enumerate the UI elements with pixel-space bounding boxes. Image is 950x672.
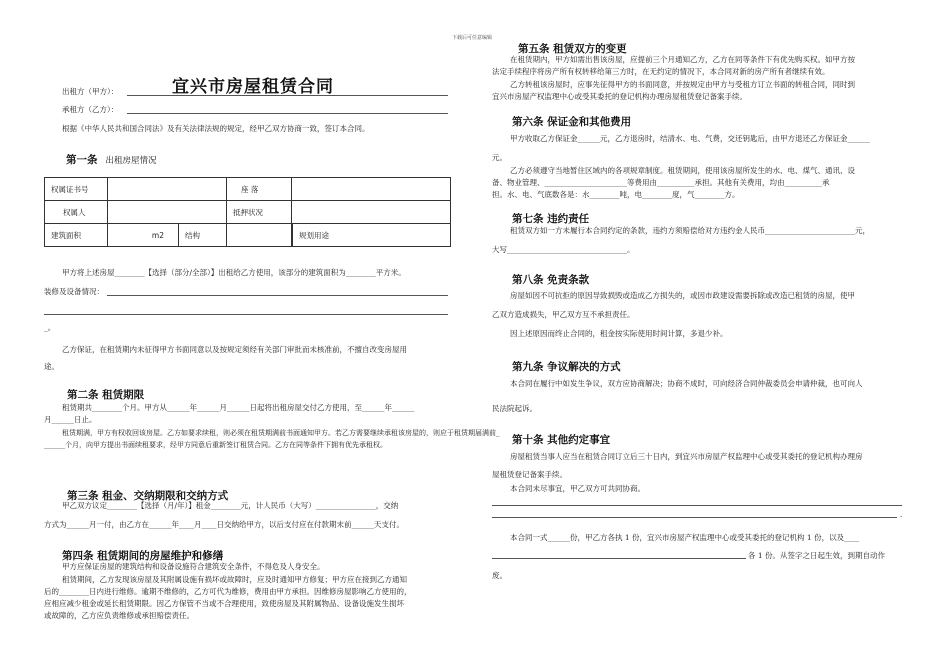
cert-no-label: 权属证书号 bbox=[45, 178, 108, 201]
lessee-label: 承租方（乙方）： bbox=[62, 105, 119, 114]
lessee-line bbox=[127, 113, 448, 114]
article-4-para-2b: 后的________日内进行维修。逾期不维修的，乙方可代为维修，费用由甲方承担。因维修房屋影响乙方使用的， bbox=[44, 587, 412, 596]
article-10-heading: 第十条 其他约定事宜 bbox=[512, 434, 611, 446]
article-3-para-1a: 甲乙双方议定________【选择（月/年）】租金________元，计人民币（大写）________________，交纳 bbox=[62, 501, 399, 510]
article-6-para-2a: 乙方必须遵守当地暂住区域内的各项规章制度。租赁期间，使用该房屋所发生的水、电、煤气、通讯、设 bbox=[510, 166, 855, 175]
article-8-para-1b: 乙双方造成损失，甲乙双方互不承担责任。 bbox=[492, 310, 635, 319]
structure-label: 结构 bbox=[185, 230, 200, 240]
article-2-para-2a: 租赁期满，甲方有权收回该房屋。乙方如要求续租，则必须在租赁期满前书面通知甲方。若乙方需要继续承租该房屋的，则应于租赁期届满前_ bbox=[62, 429, 500, 437]
article-1-subtitle: 出租房屋情况 bbox=[105, 156, 157, 166]
article-7-para-1a: 租赁双方如一方未履行本合同约定的条款，违约方须赔偿给对方违约金人民币________________________元， bbox=[510, 226, 870, 235]
owner-label: 权属人 bbox=[45, 201, 108, 224]
owner-value bbox=[108, 201, 227, 224]
article-1-heading bbox=[66, 152, 157, 167]
structure-value bbox=[227, 224, 292, 247]
decor-line-4 bbox=[492, 517, 897, 518]
article-2-heading: 第二条 租赁期限 bbox=[67, 389, 145, 401]
area-label: 建筑面积 bbox=[45, 224, 108, 247]
article-9-para-1b: 民法院起诉。 bbox=[492, 404, 537, 413]
mortgage-label: 抵押状况 bbox=[227, 201, 292, 224]
article-8-para-2: 因上述原因而终止合同的，租金按实际使用时间计算，多退少补。 bbox=[510, 329, 728, 338]
article-5-para-1a: 在租赁期内，甲方如需出售该房屋，应提前三个月通知乙方，乙方在同等条件下有优先购买权。如甲方按 bbox=[510, 55, 855, 64]
article-9-heading: 第九条 争议解决的方式 bbox=[512, 361, 621, 373]
article-5-heading: 第五条 租赁双方的变更 bbox=[518, 43, 627, 55]
decor-line-3 bbox=[492, 505, 902, 506]
decor-line-5 bbox=[492, 558, 746, 559]
location-value bbox=[292, 178, 451, 201]
article-3-heading: 第三条 租金、交纳期限和交纳方式 bbox=[67, 490, 229, 502]
property-info-table bbox=[44, 177, 451, 247]
article-1-para-1: 甲方将上述房屋________【选择（部分/全部）】出租给乙方使用，该部分的建筑面积为________平方米。 bbox=[62, 268, 406, 277]
article-6-para-2c: 担。水、电、气底数各是：水________吨，电________度，气________方。 bbox=[492, 190, 740, 199]
lessor-line bbox=[127, 95, 448, 96]
article-6-para-2b: 备、物业管理、______________________等费用由__________承担。其他有关费用，均由__________承 bbox=[492, 178, 830, 187]
article-5-para-2a: 乙方转租该房屋时，应事先征得甲方的书面同意，并按规定由甲方与受租方订立书面的转租合同，同时到 bbox=[510, 80, 855, 89]
article-10-para-4b: 各 1 份。从签字之日起生效，到期自动作 bbox=[748, 551, 886, 560]
article-10-para-4a: 本合同一式______份，甲乙方各执 1 份，宜兴市房屋产权监理中心或受其委托的登记机构 1 份，以及____ bbox=[510, 533, 860, 542]
article-10-para-4c: 废。 bbox=[492, 571, 507, 580]
article-4-para-2c: 应相应减少租金或延长租赁期限。因乙方保管不当或不合理使用，致使房屋及其附属物品、设备设施发生损坏 bbox=[44, 599, 404, 608]
article-4-para-2d: 或故障的，乙方应负责维修或承担赔偿责任。 bbox=[44, 611, 194, 620]
article-2-para-1b: 月______日止。 bbox=[44, 415, 97, 424]
article-10-para-2: 本合同未尽事宜，甲乙双方可共同协商。 bbox=[510, 484, 645, 493]
area-unit: m2 bbox=[151, 230, 164, 240]
article-10-para-3-end: . bbox=[900, 510, 903, 519]
article-10-para-1b: 屋租赁登记备案手续。 bbox=[492, 470, 567, 479]
article-2-para-2b: ______个月，向甲方提出书面续租要求，经甲方同意后重新签订租赁合同。乙方在同等条件下拥有优先承租权。 bbox=[44, 441, 387, 449]
article-4-heading: 第四条 租赁期间的房屋维护和修缮 bbox=[62, 550, 224, 562]
decor-line-1 bbox=[107, 295, 448, 296]
article-2-para-1a: 租赁期共________个月。甲方从______年______月______日起将出租房屋交付乙方使用，至______年______ bbox=[62, 403, 415, 412]
header-note: 下载后可任意编辑 bbox=[452, 35, 493, 41]
article-10-para-1a: 房屋租赁当事人应当在租赁合同订立后三十日内，到宜兴市房屋产权监理中心或受其委托的登记机构办理房 bbox=[510, 452, 863, 461]
article-5-para-2b: 宜兴市房屋产权监理中心或受其委托的登记机构办理房屋租赁登记备案手续。 bbox=[492, 92, 747, 101]
article-5-para-1b: 法定手续程序将房产所有权转移给第三方时，在无约定的情况下，本合同对新的房产所有者继续有效。 bbox=[492, 67, 830, 76]
article-7-para-1b: 大写________________________________。 bbox=[492, 245, 635, 254]
article-3-para-1b: 方式为______月一付，由乙方在______年____月____日交纳给甲方，以后支付应在付款期末前______天支付。 bbox=[44, 520, 404, 529]
article-6-para-1b: 元。 bbox=[492, 153, 507, 162]
article-7-heading: 第七条 违约责任 bbox=[512, 213, 590, 225]
mortgage-value bbox=[292, 201, 451, 224]
article-1-para-2-label: 装修及设备情况： bbox=[44, 287, 104, 296]
article-6-para-1a: 甲方收取乙方保证金______元，乙方退房时，结清水、电、气费，交还钥匙后，由甲方退还乙方保证金______ bbox=[510, 134, 870, 143]
cert-no-value bbox=[108, 178, 227, 201]
usage-cell bbox=[292, 224, 451, 247]
article-8-para-1a: 房屋如因不可抗拒的原因导致损毁或造成乙方损失的，或因市政建设需要拆除或改造已租赁的房屋，使甲 bbox=[510, 291, 855, 300]
area-structure-cell bbox=[108, 224, 227, 247]
article-1-para-2-end: _。 bbox=[44, 323, 56, 332]
usage-label: 规划用途 bbox=[299, 230, 329, 240]
article-1-para-3b: 途。 bbox=[44, 362, 59, 371]
lessor-label: 出租方（甲方）： bbox=[62, 87, 119, 96]
decor-line-2 bbox=[44, 314, 448, 315]
article-9-para-1a: 本合同在履行中如发生争议，双方应协商解决；协商不成时，可向经济合同仲裁委员会申请仲裁，也可向人 bbox=[510, 379, 863, 388]
intro-text: 根据《中华人民共和国合同法》及有关法律法规的规定，经甲乙双方协商一致，签订本合同。 bbox=[62, 124, 370, 133]
article-1-number: 第一条 bbox=[66, 154, 98, 166]
article-8-heading: 第八条 免责条款 bbox=[512, 274, 590, 286]
article-6-heading: 第六条 保证金和其他费用 bbox=[512, 116, 632, 128]
article-4-para-1: 甲方应保证房屋的建筑结构和设备设施符合建筑安全条件，不得危及人身安全。 bbox=[62, 562, 325, 571]
document-title: 宜兴市房屋租赁合同 bbox=[172, 77, 334, 97]
article-4-para-2a: 租赁期间，乙方发现该房屋及其附属设施有损坏或故障时，应及时通知甲方修复；甲方应在接到乙方通知 bbox=[62, 575, 407, 584]
article-1-para-3a: 乙方保证，在租赁期内未征得甲方书面同意以及按规定须经有关部门审批而未核准前，不擅自改变房屋用 bbox=[62, 345, 407, 354]
location-label: 座 落 bbox=[227, 178, 292, 201]
